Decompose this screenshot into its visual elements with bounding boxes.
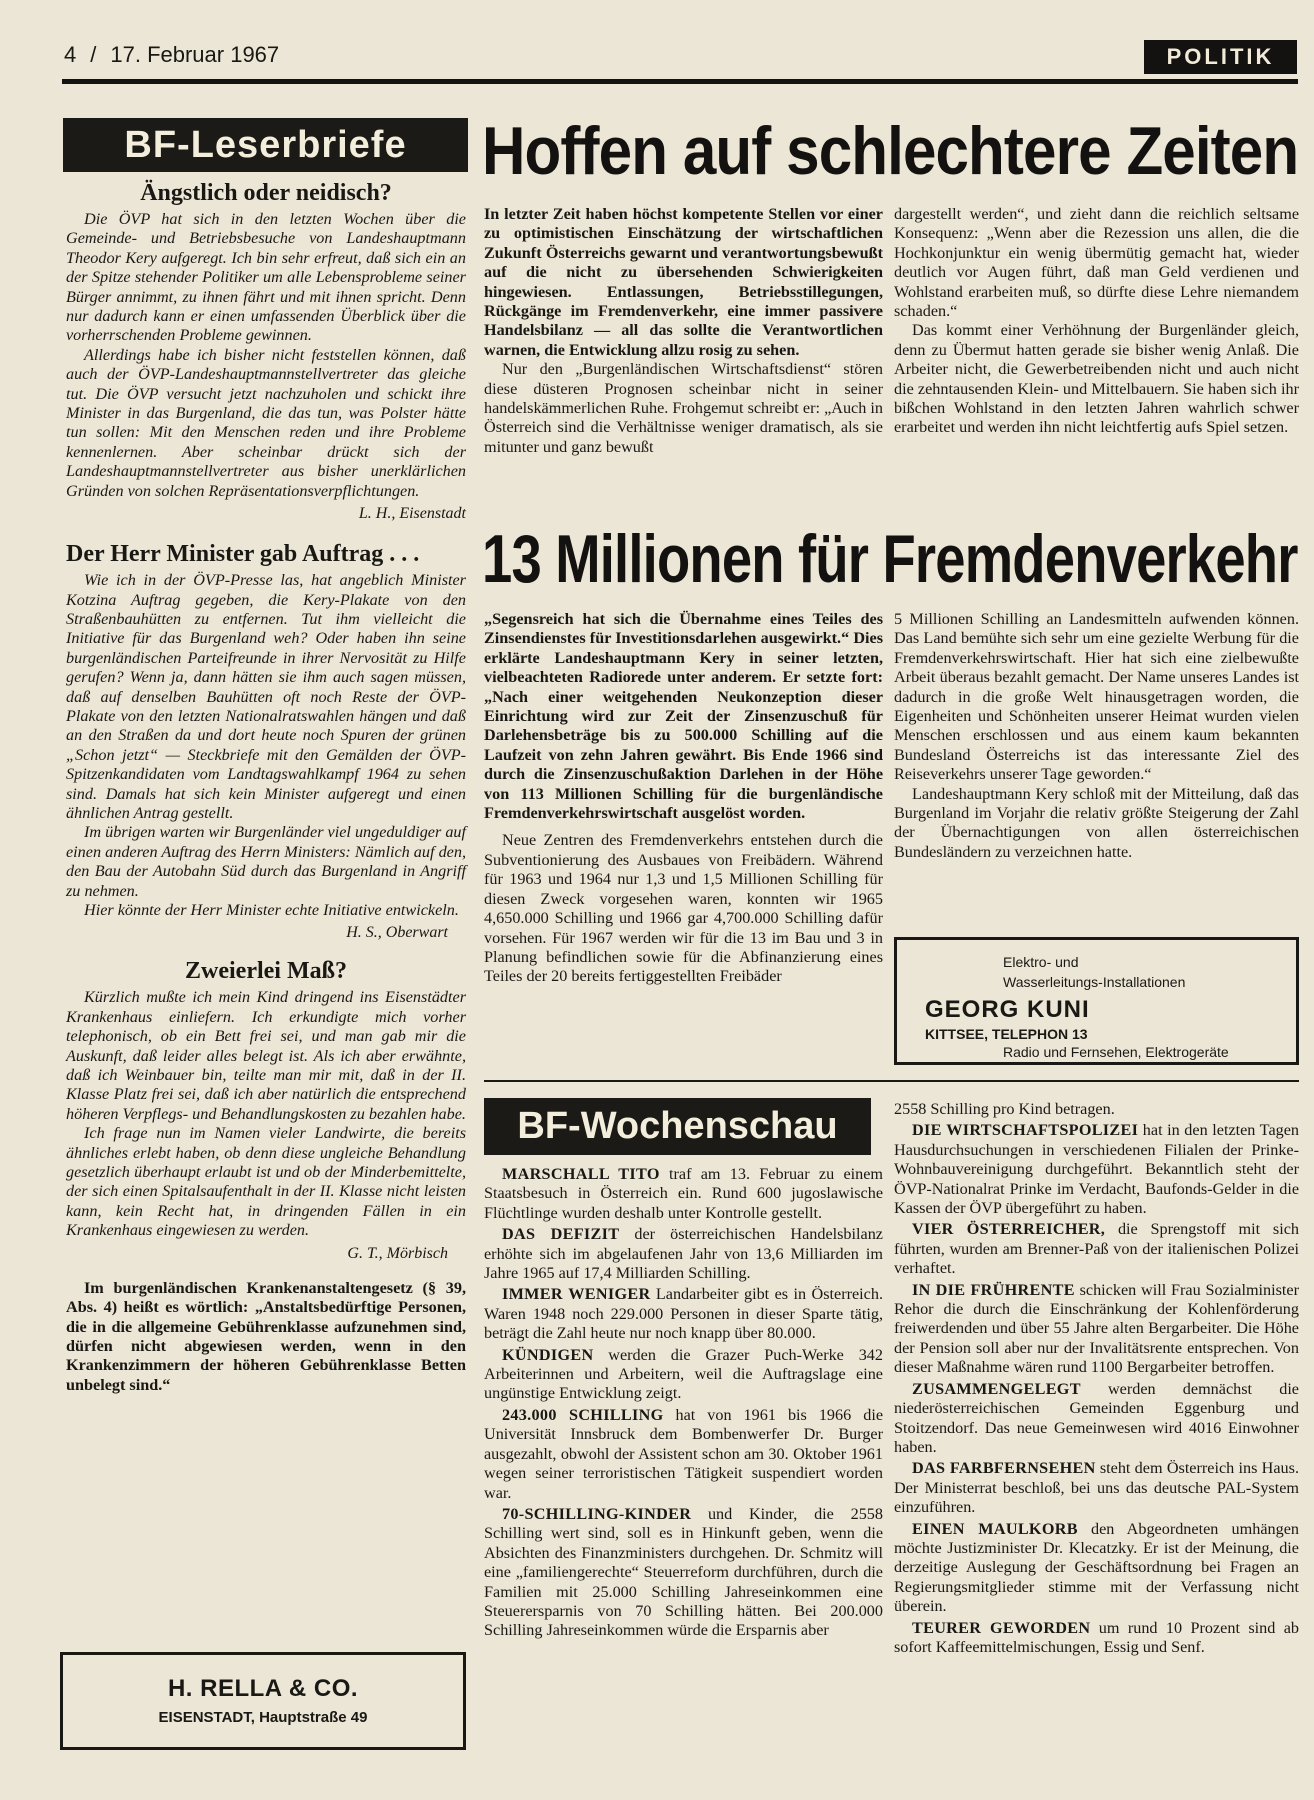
news-item-text: hat von 1961 bis 1966 die Universität Innsbruck dem Bombenwerfer Dr. Burger ausgezahlt, obwohl der Assistent schon am 30. Oktober 1961 wegen seiner terroristischen Tätigkeit suspendiert worden war.	[484, 1405, 883, 1502]
article2-lead: „Segensreich hat sich die Übernahme eines Teiles des Zinsendienstes für Investitionsdarlehen ausgewirkt.“ Dies erklärte Landeshauptmann Kery in seiner letzten, vielbeachteten Radiorede unter anderem. Er setzte fort: „Nach einer weitgehenden Neukonzeption dieser Einrichtung wird zur Zeit der Zinsenzuschuß für Darlehensbeträge bis zu 500.000 Schilling auf die Laufzeit von zehn Jahren gewährt. Bis Ende 1966 sind durch die Zinsenzuschußaktion Darlehen in der Höhe von 113 Millionen Schilling für die burgenländische Fremdenverkehrswirtschaft ausgelöst worden.	[484, 610, 883, 823]
news-item-keyword: 243.000 SCHILLING	[502, 1405, 664, 1424]
news-item-keyword: DAS DEFIZIT	[502, 1225, 620, 1244]
news-item-keyword: IN DIE FRÜHRENTE	[912, 1280, 1075, 1299]
section-divider	[484, 1080, 1299, 1082]
article2-headline: 13 Millionen für Fremdenverkehr	[482, 521, 1298, 597]
news-item-keyword: MARSCHALL TITO	[502, 1165, 660, 1183]
article2-col1	[484, 610, 883, 987]
news-item-text: die Sprengstoff mit sich führten, wurden am Brenner-Paß von der italienischen Polizei verhaftet.	[894, 1220, 1299, 1278]
letter1-p1: Die ÖVP hat sich in den letzten Wochen über die Gemeinde- und Betriebsbesuche von Landeshauptmann Theodor Kery aufgeregt. Ich bin sehr erfreut, daß sich ein an der Spitze stehender Politiker um alle Lebensprobleme seiner Bürger annimmt, zu ihnen fährt und mit ihnen spricht. Denn nur dadurch kann er einen umfassenden Überblick über die vorherrschenden Probleme gewinnen.	[66, 210, 466, 345]
news-item	[894, 1459, 1299, 1517]
letter3-signature: G. T., Mörbisch	[347, 1244, 448, 1262]
article1-lead: In letzter Zeit haben höchst kompetente Stellen vor einer zu optimistischen Einschätzung der wirtschaftlichen Zukunft Österreichs gewarnt und verantwortungsbewußt auf die nicht zu übersehenden Schwierigkeiten hingewiesen. Entlassungen, Betriebsstillegungen, Rückgänge im Fremdenverkehr, eine immer passivere Handelsbilanz — all das sollte die Verantwortlichen warnen, die Entwicklung allzu rosig zu sehen.	[484, 205, 883, 359]
article2-col2-p1: 5 Millionen Schilling an Landesmitteln aufwenden können. Das Land bemühte sich sehr um eine gezielte Werbung für die Fremdenverkehrswirtschaft. Hier hat sich eine zielbewußte Arbeit überaus bezahlt gemacht. Der Name unseres Landes ist dadurch in die große Welt hinausgetragen worden, die Eigenheiten und Schönheiten unserer Heimat wurden vielen Menschen erschlossen und aus einem kaum bekannten Bundesland Österreichs ist das interessante Ziel des Reiseverkehrs unserer Tage geworden.“	[894, 610, 1299, 784]
news-item-text: den Abgeordneten umhängen möchte Justizminister Dr. Klecatzky. Er ist der Meinung, die derzeitige Auslegung der Geschäftsordnung bei Fragen an Regierungsmitglieder stimme mit der Verfassung nicht überein.	[894, 1519, 1299, 1616]
article1-col2-p2: Das kommt einer Verhöhnung der Burgenländer gleich, denn zu Übermut hatten gerade sie bisher wenig Anlaß. Die Arbeiter nicht, die Gewerbetreibenden nicht und auch nicht die zehntausenden Klein- und Mittelbauern. Sie haben sich ihr bißchen Wohlstand in den letzten Jahren wahrlich schwer erarbeitet und werden ihn nicht leichtfertig aufs Spiel setzen.	[894, 321, 1299, 437]
news-item-keyword: IMMER WENIGER	[502, 1285, 651, 1304]
letter1-title: Ängstlich oder neidisch?	[140, 180, 392, 206]
ad-kuni	[894, 937, 1299, 1065]
news-item-keyword: TEURER GEWORDEN	[912, 1618, 1091, 1637]
ad-kuni-line2: Wasserleitungs-Installationen	[1003, 974, 1186, 990]
letter2-p3: Hier könnte der Herr Minister echte Initiative entwickeln.	[84, 901, 459, 919]
header-slash: /	[90, 42, 97, 67]
news-item	[484, 1225, 883, 1283]
news-item-text: Landarbeiter gibt es in Österreich. Waren 1948 noch 229.000 Personen in dieser Sparte tätig, beträgt die Zahl heute nur noch knapp über 80.000.	[484, 1285, 883, 1343]
news-item-keyword: EINEN MAULKORB	[912, 1519, 1078, 1538]
section-label: POLITIK	[1144, 40, 1297, 74]
article2-col1-p2: Neue Zentren des Fremdenverkehrs entstehen durch die Subventionierung des Ausbaues von Freibädern. Während für 1963 und 1964 nur 1,3 und 1,5 Millionen Schilling für diesen Zweck vorgesehen waren, konnten wir 1965 4,650.000 Schilling und 1966 gar 4,700.000 Schilling dafür vorsehen. Für 1967 werden wir für die 13 im Bau und 3 in Planung befindlichen sowie für die Abfinanzierung eines Teiles der 20 bereits fertiggestellten Freibäder	[484, 831, 883, 986]
news-item	[894, 1619, 1299, 1658]
article1-col1	[484, 205, 883, 457]
news-item-keyword: VIER ÖSTERREICHER,	[912, 1220, 1106, 1239]
letter2-title: Der Herr Minister gab Auftrag . . .	[66, 541, 420, 568]
news-item	[484, 1346, 883, 1404]
news-item	[894, 1121, 1299, 1218]
letter2-p2: Im übrigen warten wir Burgenländer viel ungeduldiger auf einen anderen Auftrag des Herrn Ministers: Nämlich auf den, den Bau der Autobahn Süd durch das Burgenland in Angriff zu nehmen.	[66, 823, 467, 900]
page-header	[64, 42, 293, 68]
wochenschau-col2	[894, 1121, 1299, 1657]
leserbriefe-column	[66, 180, 466, 1395]
news-item-text: werden die Grazer Puch-Werke 342 Arbeiterinnen und Arbeitern, weil die Auftragslage eine ungünstige Entwicklung zeigt.	[484, 1345, 883, 1403]
news-item	[484, 1285, 883, 1343]
article1-col2-p1: dargestellt werden“, und zieht dann die reichlich seltsame Konsequenz: „Wenn aber die Rezession uns allen, die die Hochkonjunktur ein wenig übermütig gemacht hat, wieder deutlich vor Augen führt, daß man Geld verdienen und Wohlstand erarbeiten muß, so dürfte diese Lehre niemandem schaden.“	[894, 205, 1299, 321]
article1-col1-p2: Nur den „Burgenländischen Wirtschaftsdienst“ stören diese düsteren Prognosen scheinbar nicht in seiner handelskämmerlichen Ruhe. Frohgemut schreibt er: „Auch in Österreich sind die Verhältnisse weniger dramatisch, als sie mitunter und ganz bewußt	[484, 360, 883, 456]
letter3-p1: Kürzlich mußte ich mein Kind dringend ins Eisenstädter Krankenhaus einliefern. Ich erkundigte mich vorher telephonisch, ob ein Bett frei sei, und man gab mir die Auskunft, daß leider alles belegt ist. Als ich aber erwähnte, daß ich Weinbauer bin, teilte man mir mit, daß in der II. Klasse Platz frei sei, daß ich aber natürlich die entsprechend höheren Verpflegs- und Behandlungskosten zu bezahlen habe.	[66, 988, 466, 1123]
news-item-text: und Kinder, die 2558 Schilling wert sind, soll es in Hinkunft geben, wenn die Absichten des Finanzministers durchgehen. Dr. Schmitz will eine „familiengerechte“ Steuerreform durchführen, durch die Familien mit 25.000 Schilling Jahreseinkommen eine Steuerersparnis von 70 Schilling hätten. Bei 200.000 Schilling Jahreseinkommen würde die Ersparnis aber	[484, 1504, 883, 1640]
ad-rella-name: H. RELLA & CO.	[167, 1675, 359, 1702]
news-item	[894, 1220, 1299, 1278]
letter2-p1: Wie ich in der ÖVP-Presse las, hat angeblich Minister Kotzina Auftrag gegeben, die Kery-Plakate von den Straßenbauhütten zu entfernen. Tut ihm vielleicht die Initiative für das Burgenland weh? Oder haben ihn seine burgenländischen Parteifreunde in ihrer Nervosität zu Hilfe gerufen? Wenn ja, dann hätten sie ihm auch sagen müssen, daß auf denselben Bauhütten oft noch Reste der ÖVP-Plakate von den letzten Nationalratswahlen hängen und daß an den Straßen da und dort heute noch Spuren der grünen „Schon jetzt“ — Steckbriefe mit den Gemälden der ÖVP-Spitzenkandidaten vom Landtagswahlkampf 1964 zu sehen sind. Damals hat sich kein Minister aufgeregt und einen ähnlichen Antrag gestellt.	[66, 571, 466, 822]
letter2-signature: H. S., Oberwart	[346, 924, 448, 942]
news-item	[484, 1505, 883, 1641]
news-item-keyword: ZUSAMMENGELEGT	[912, 1379, 1081, 1398]
news-item-keyword: DIE WIRTSCHAFTSPOLIZEI	[912, 1121, 1139, 1140]
ad-kuni-line3: Radio und Fernsehen, Elektrogeräte	[1003, 1044, 1229, 1060]
news-item-keyword: DAS FARBFERNSEHEN	[912, 1459, 1096, 1478]
issue-date: 17. Februar 1967	[110, 42, 280, 67]
page-number: 4	[64, 42, 77, 67]
wochenschau-banner: BF-Wochenschau	[484, 1098, 871, 1155]
wochenschau-col1	[484, 1165, 883, 1643]
news-item-text: der österreichischen Handelsbilanz erhöhte sich im abgelaufenen Jahr von 13,6 Milliarden im Jahre 1965 auf 17,4 Milliarden Schilling.	[484, 1225, 883, 1283]
news-item	[894, 1520, 1299, 1617]
news-item-keyword: 70-SCHILLING-KINDER	[502, 1504, 692, 1523]
news-item-text: traf am 13. Februar zu einem Staatsbesuch in Österreich ein. Rund 600 jugoslawische Flüchtlinge wurden deshalb unter Kontrolle gestellt.	[484, 1165, 883, 1222]
leserbriefe-banner: BF-Leserbriefe	[63, 118, 468, 172]
news-item-text: steht dem Österreich ins Haus. Der Ministerrat beschloß, bei uns das deutsche PAL-System einzuführen.	[894, 1459, 1299, 1517]
article1-headline: Hoffen auf schlechtere Zeiten	[482, 113, 1299, 189]
news-item-text: hat in den letzten Tagen Hausdurchsuchungen in verschiedenen Filialen der Prinke-Wohnbauvereinigung durchgeführt. Bekanntlich steht der ÖVP-Nationalrat Prinke im Verdacht, Baufonds-Gelder in die Kassen der ÖVP übergeführt zu haben.	[894, 1121, 1299, 1218]
news-item-text: werden demnächst die niederösterreichischen Gemeinden Eggenburg und Stoitzendorf. Das neue Gemeinwesen wird 4016 Einwohner haben.	[894, 1379, 1299, 1456]
news-item	[484, 1406, 883, 1503]
ad-kuni-name: GEORG KUNI	[925, 996, 1090, 1023]
ad-kuni-line1: Elektro- und	[1003, 954, 1079, 970]
article1-col2	[894, 205, 1299, 438]
letter1-signature: L. H., Eisenstadt	[358, 505, 466, 523]
article2-col2-p2: Landeshauptmann Kery schloß mit der Mitteilung, daß das Burgenland im Vorjahr die relativ größte Steigerung der Zahl der Übernachtigungen von allen österreichischen Bundesländern zu verzeichnen hatte.	[894, 784, 1299, 861]
news-item-text: um rund 10 Prozent sind ab sofort Kaffeemittelmischungen, Essig und Senf.	[894, 1618, 1299, 1656]
editor-note: Im burgenländischen Krankenanstaltengesetz (§ 39, Abs. 4) heißt es wörtlich: „Anstaltsbedürftige Personen, die in die allgemeine Gebührenklasse aufzunehmen sind, dürfen nicht abgewiesen werden, wenn in den Krankenzimmern der höheren Gebührenklasse Betten unbelegt sind.“	[66, 1278, 466, 1394]
ad-rella	[60, 1652, 466, 1750]
news-item-text: schicken will Frau Sozialminister Rehor die durch die Einschränkung der Kohlenförderung freiwerdenden und über 55 Jahre alten Bergarbeiter. Die Höhe der Pension soll aber nur der Invalitätsrente entsprechen. Von dieser Maßnahme wären rund 1100 Bergarbeiter betroffen.	[894, 1280, 1299, 1377]
header-rule	[62, 79, 1298, 84]
letter3-p2: Ich frage nun im Namen vieler Landwirte, die bereits ähnliches erlebt haben, ob denn diese ungleiche Behandlung gesetzlich überhaupt erlaubt ist und ob der Minderbemittelte, der sich einen Spitalsaufenthalt in der II. Klasse nicht leisten kann, kein Recht hat, in dringenden Fällen in ein Krankenhaus eingewiesen zu werden.	[66, 1124, 466, 1240]
ad-kuni-address: KITTSEE, TELEPHON 13	[925, 1026, 1088, 1042]
letter1-p2: Allerdings habe ich bisher nicht feststellen können, daß auch der ÖVP-Landeshauptmannstellvertreter das gleiche tut. Die ÖVP versucht jetzt nachzuholen und schickt ihre Minister in das Burgenland, die das tun, was Polster hätte tun sollen: Mit den Menschen reden und ihre Probleme kennenlernen. Aber scheinbar drückt sich der Landeshauptmannstellvertreter aus bisher unerklärlichen Gründen von solchen Repräsentationsverpflichtungen.	[66, 345, 466, 500]
ad-rella-address: EISENSTADT, Hauptstraße 49	[158, 1709, 368, 1726]
news-item	[894, 1380, 1299, 1458]
news-item-keyword: KÜNDIGEN	[502, 1345, 594, 1364]
letter3-title: Zweierlei Maß?	[185, 958, 347, 985]
news-item	[484, 1165, 883, 1223]
wochenschau-col2-wrap	[894, 1100, 1299, 1659]
wochenschau-col2-cont: 2558 Schilling pro Kind betragen.	[894, 1100, 1115, 1118]
news-item	[894, 1281, 1299, 1378]
article2-col2	[894, 610, 1299, 862]
